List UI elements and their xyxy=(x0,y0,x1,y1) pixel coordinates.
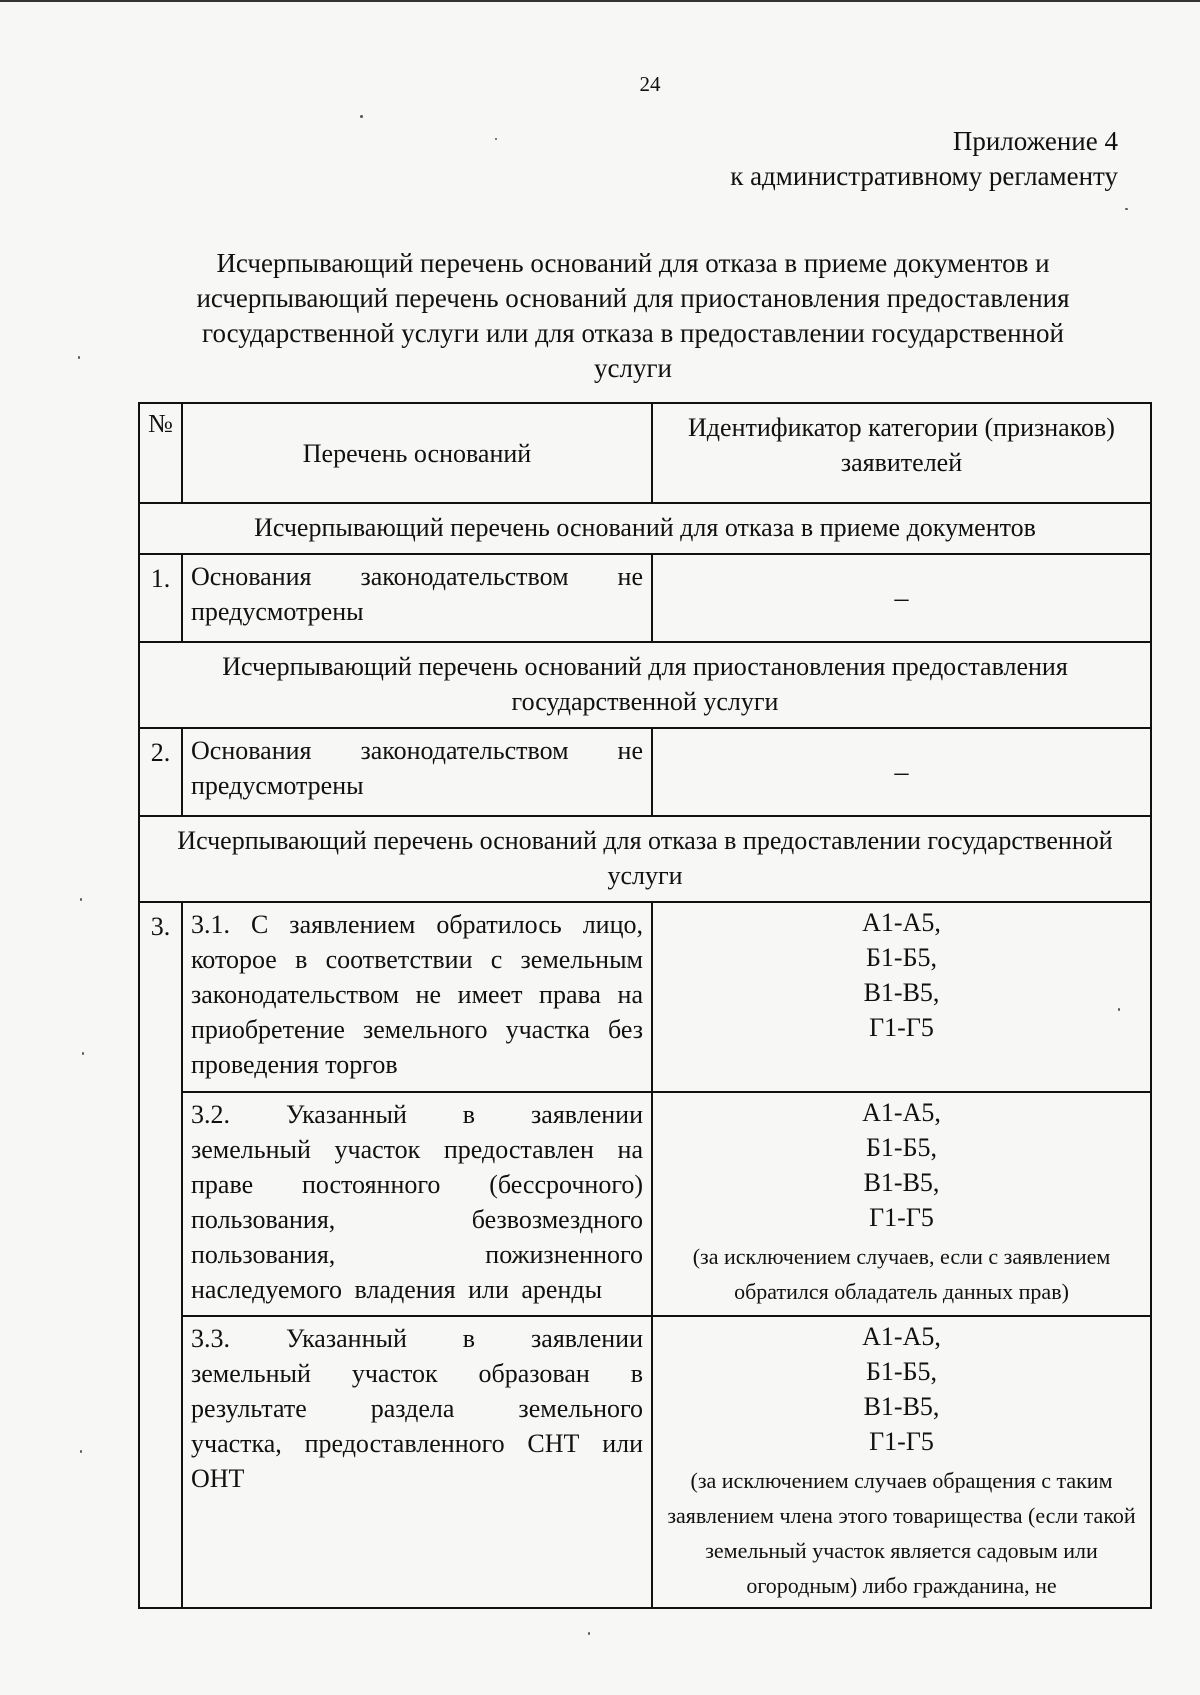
code-g: Г1-Г5 xyxy=(869,1203,934,1232)
title-line-4: услуги xyxy=(594,353,672,383)
row-3-1-reason: 3.1. С заявлением обратилось лицо, которое в соответствии с земельным законодательством не имеет права на приобретение земельного участка без проведения торгов xyxy=(182,902,652,1092)
code-g: Г1-Г5 xyxy=(869,1013,934,1042)
row-1-identifier: – xyxy=(652,554,1151,642)
row-2-number: 2. xyxy=(139,728,182,816)
row-3-2-reason: 3.2. Указанный в заявлении земельный участок предоставлен на праве постоянного (бессрочного) пользования, безвозмездного пользования, пожизненного наследуемого владения или аренды xyxy=(182,1092,652,1316)
code-a: А1-А5, xyxy=(862,1322,941,1351)
code-a: А1-А5, xyxy=(862,1098,941,1127)
section-row-2 xyxy=(139,642,1151,728)
title-line-1: Исчерпывающий перечень оснований для отказа в приеме документов и xyxy=(216,248,1050,278)
row-2-reason: Основания законодательством не предусмотрены xyxy=(182,728,652,816)
code-v: В1-В5, xyxy=(863,1392,940,1421)
scan-speck xyxy=(588,1632,590,1635)
scan-speck xyxy=(495,138,497,140)
document-title xyxy=(140,246,1126,386)
page-number: 24 xyxy=(639,72,661,96)
code-v: В1-В5, xyxy=(863,1168,940,1197)
scan-speck xyxy=(360,115,363,118)
grounds-table xyxy=(138,402,1152,1609)
code-b: Б1-Б5, xyxy=(865,1357,938,1386)
table-row xyxy=(139,902,1151,1092)
row-2-identifier: – xyxy=(652,728,1151,816)
appendix-header xyxy=(730,124,1118,194)
row-3-2-identifier xyxy=(652,1092,1151,1316)
code-b: Б1-Б5, xyxy=(865,1133,938,1162)
row-1-number: 1. xyxy=(139,554,182,642)
scan-speck xyxy=(80,1450,82,1453)
row-3-2-note: (за исключением случаев, если с заявлением обратился обладатель данных прав) xyxy=(692,1244,1111,1304)
table-header-row xyxy=(139,403,1151,503)
scan-edge xyxy=(0,0,1200,2)
title-line-3: государственной услуги или для отказа в предоставлении государственной xyxy=(202,318,1064,348)
header-number: № xyxy=(139,403,182,503)
row-3-3-note: (за исключением случаев обращения с таким заявлением члена этого товарищества (если такой земельный участок является садовым или огородным) либо гражданина, не xyxy=(667,1468,1136,1598)
scan-speck xyxy=(80,898,82,901)
scan-speck xyxy=(1118,1008,1120,1011)
section-row-3 xyxy=(139,816,1151,902)
row-3-3-identifier xyxy=(652,1316,1151,1608)
code-a: А1-А5, xyxy=(862,908,941,937)
row-1-reason: Основания законодательством не предусмотрены xyxy=(182,554,652,642)
section-row-1 xyxy=(139,503,1151,554)
row-3-number: 3. xyxy=(139,902,182,1608)
code-b: Б1-Б5, xyxy=(865,943,938,972)
title-line-2: исчерпывающий перечень оснований для приостановления предоставления xyxy=(196,283,1070,313)
header-identifier: Идентификатор категории (признаков) заявителей xyxy=(652,403,1151,503)
code-g: Г1-Г5 xyxy=(869,1427,934,1456)
header-reasons: Перечень оснований xyxy=(182,403,652,503)
table-row xyxy=(139,1316,1151,1608)
scan-speck xyxy=(78,356,80,359)
section-heading-1: Исчерпывающий перечень оснований для отказа в приеме документов xyxy=(139,503,1151,554)
row-3-3-reason: 3.3. Указанный в заявлении земельный участок образован в результате раздела земельного участка, предоставленного СНТ или ОНТ xyxy=(182,1316,652,1608)
section-heading-3: Исчерпывающий перечень оснований для отказа в предоставлении государственной услуги xyxy=(139,816,1151,902)
table-row xyxy=(139,1092,1151,1316)
appendix-line-1: Приложение 4 xyxy=(952,126,1118,156)
table-row xyxy=(139,554,1151,642)
scan-speck xyxy=(82,1052,84,1055)
row-3-1-identifier xyxy=(652,902,1151,1092)
section-heading-2: Исчерпывающий перечень оснований для приостановления предоставления государственной услуги xyxy=(139,642,1151,728)
code-v: В1-В5, xyxy=(863,978,940,1007)
appendix-line-2: к административному регламенту xyxy=(730,161,1118,191)
scan-speck xyxy=(1125,208,1128,210)
table-row xyxy=(139,728,1151,816)
